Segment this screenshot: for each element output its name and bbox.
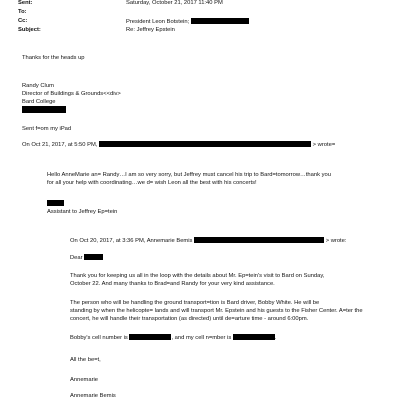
quote2-header-prefix: On Oct 20, 2017, at 3:36 PM, Annemarie Bemis	[70, 238, 193, 244]
redaction-bar	[47, 200, 64, 206]
thanks-line: Thanks for the heads up	[22, 55, 85, 61]
signature-name: Randy Clum	[22, 83, 54, 89]
redaction-bar	[191, 18, 249, 24]
cell-suffix: .	[274, 335, 277, 341]
quote1-line-2: for all your help with coordinating…we d= wish Leon all the best with his concerts!	[47, 180, 257, 186]
signature-title: Director of Buildings & Grounds<<div>	[22, 91, 121, 97]
to-label: To:	[18, 9, 27, 15]
redaction-bar	[233, 334, 275, 340]
quote1-header-suffix: > wrote=	[312, 142, 336, 148]
cell-prefix: Bobby's cell number is	[70, 335, 128, 341]
cc-value	[126, 18, 249, 27]
closing-name: Annemarie	[70, 377, 99, 383]
quote2-header	[70, 237, 347, 246]
quote1-header-prefix: On Oct 21, 2017, at 5:50 PM,	[22, 142, 98, 148]
sent-from-line: Sent f=om my iPad	[22, 126, 72, 132]
cell-mid: , and my cell n=mber is	[171, 335, 232, 341]
cc-value-text: President Leon Botstein;	[126, 19, 190, 25]
assistant-line: Assistant to Jeffrey Ep=tein	[47, 209, 118, 215]
redaction-bar	[129, 334, 171, 340]
redaction-bar	[99, 141, 311, 147]
para2-line-2: standing by when the helicopte= lands and will transport Mr. Epstein and his guests to the Fisher Center. A=ter the	[70, 308, 363, 314]
redaction-bar	[84, 254, 103, 260]
cc-label: Cc:	[18, 18, 28, 24]
para2-line-3: concert, he will handle their transportation (as directed) until de=arture time - around 6:00pm.	[70, 316, 309, 322]
signature-org: Bard College	[22, 99, 56, 105]
cell-line	[70, 334, 276, 343]
para1-line-2: October 22. And many thanks to Brad=and Randy for your very kind assistance.	[70, 281, 275, 287]
dear-text: Dear	[70, 255, 83, 261]
quote2-header-suffix: > wrote:	[325, 238, 347, 244]
quote1-line-1: Hello AnneMarie an= Randy…I am so very sorry, but Jeffrey must cancel his trip to Bard=tomorrow…thank you	[47, 172, 331, 178]
sent-label: Sent:	[18, 0, 33, 6]
redaction-bar	[194, 237, 324, 243]
closing-name-full: Annemarie Bemis	[70, 393, 116, 399]
closing-line: All the be=t,	[70, 357, 101, 363]
para2-line-1: The person who will be handling the ground transport=tion is Bard driver, Bobby White. He will be	[70, 300, 320, 306]
subject-value: Re: Jeffrey Epstein	[126, 27, 175, 33]
dear-line	[70, 254, 103, 263]
subject-label: Subject:	[18, 27, 41, 33]
redaction-bar	[22, 106, 66, 113]
assistant-redaction	[47, 200, 64, 209]
sent-value: Saturday, October 21, 2017 11:40 PM	[126, 0, 223, 6]
para1-line-1: Thank you for keeping us all in the loop with the details about Mr. Ep=tein's visit to Bard on Sunday,	[70, 273, 325, 279]
signature-redaction	[22, 106, 66, 116]
quote1-header	[22, 141, 335, 150]
